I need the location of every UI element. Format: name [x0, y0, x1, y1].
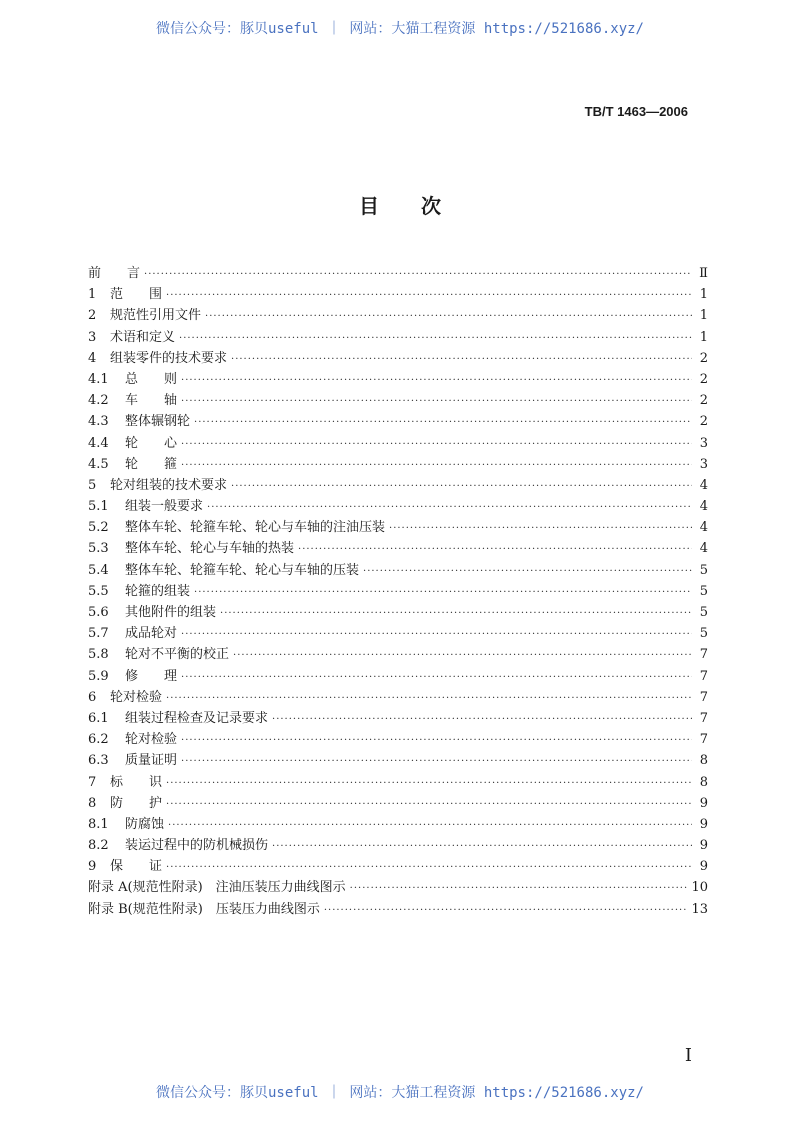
toc-entry-number: 2 — [88, 308, 97, 324]
toc-entry[interactable] — [88, 707, 708, 728]
toc-entry-page: 7 — [699, 647, 708, 663]
toc-entry-title: 附录 A(规范性附录) 注油压装压力曲线图示 — [88, 880, 346, 896]
leader-dots — [168, 820, 692, 831]
toc-entry-title: 轮对不平衡的校正 — [125, 647, 230, 663]
toc-entry[interactable] — [88, 389, 708, 410]
toc-entry-number: 4.4 — [88, 435, 109, 451]
toc-entry-title: 成品轮对 — [125, 626, 178, 642]
toc-entry-number: 1 — [88, 287, 97, 303]
toc-entry-title: 范 围 — [110, 287, 163, 303]
toc-entry-page: 9 — [699, 816, 708, 832]
toc-entry[interactable] — [88, 834, 708, 855]
toc-entry-number: 9 — [88, 859, 97, 875]
toc-entry-number: 6.1 — [88, 710, 109, 726]
toc-entry-page: 2 — [699, 350, 708, 366]
toc-entry[interactable] — [88, 516, 708, 537]
toc-entry-page: 7 — [699, 689, 708, 705]
toc-entry-page: 9 — [699, 859, 708, 875]
table-of-contents — [88, 262, 708, 919]
toc-entry-title: 质量证明 — [125, 753, 178, 769]
toc-entry-page: 4 — [699, 499, 708, 515]
toc-entry-page: 4 — [699, 520, 708, 536]
leader-dots — [181, 672, 692, 683]
leader-dots — [324, 905, 688, 916]
leader-dots — [181, 735, 692, 746]
toc-entry-page: Ⅱ — [699, 266, 708, 281]
toc-entry-title: 轮对组装的技术要求 — [110, 477, 228, 493]
toc-entry-page: 5 — [699, 583, 708, 599]
toc-entry-page: 8 — [699, 753, 708, 769]
toc-entry-page: 1 — [699, 329, 708, 345]
toc-entry[interactable] — [88, 304, 708, 325]
toc-entry-number: 5.8 — [88, 647, 109, 663]
leader-dots — [181, 756, 692, 767]
toc-entry[interactable] — [88, 686, 708, 707]
toc-entry-number: 4.3 — [88, 414, 109, 430]
toc-entry-title: 标 识 — [110, 774, 163, 790]
leader-dots — [272, 841, 692, 852]
toc-entry[interactable] — [88, 665, 708, 686]
toc-entry-page: 3 — [699, 435, 708, 451]
toc-entry-number: 5.5 — [88, 583, 109, 599]
toc-entry-number: 6.2 — [88, 732, 109, 748]
toc-entry-number: 6 — [88, 689, 97, 705]
page-number: I — [684, 1045, 692, 1066]
toc-entry-title: 总 则 — [125, 371, 178, 387]
toc-entry-title: 轮 箍 — [125, 456, 178, 472]
leader-dots — [231, 481, 692, 492]
toc-entry-title: 整体辗钢轮 — [125, 414, 191, 430]
toc-entry[interactable] — [88, 262, 708, 283]
toc-entry[interactable] — [88, 813, 708, 834]
toc-entry-title: 防腐蚀 — [125, 816, 165, 832]
toc-entry[interactable] — [88, 410, 708, 431]
toc-entry[interactable] — [88, 283, 708, 304]
toc-entry-page: 3 — [699, 456, 708, 472]
toc-entry[interactable] — [88, 749, 708, 770]
toc-entry-title: 整体车轮、轮心与车轴的热装 — [125, 541, 295, 557]
leader-dots — [272, 714, 692, 725]
toc-entry[interactable] — [88, 601, 708, 622]
toc-entry-page: 2 — [699, 414, 708, 430]
toc-entry-number: 4.2 — [88, 393, 109, 409]
toc-entry-page: 8 — [699, 774, 708, 790]
toc-entry-number: 7 — [88, 774, 97, 790]
leader-dots — [166, 799, 692, 810]
toc-entry[interactable] — [88, 495, 708, 516]
toc-entry-page: 4 — [699, 477, 708, 493]
toc-entry-page: 2 — [699, 371, 708, 387]
toc-entry-title: 组装过程检查及记录要求 — [125, 710, 269, 726]
toc-entry-title: 轮箍的组装 — [125, 583, 191, 599]
toc-entry[interactable] — [88, 559, 708, 580]
toc-entry-page: 9 — [699, 795, 708, 811]
toc-entry-number: 8 — [88, 795, 97, 811]
toc-entry-title: 轮对检验 — [125, 732, 178, 748]
toc-entry-number: 5.7 — [88, 626, 109, 642]
leader-dots — [181, 375, 692, 386]
toc-entry-title: 术语和定义 — [110, 329, 176, 345]
toc-entry-title: 规范性引用文件 — [110, 308, 202, 324]
toc-entry-number: 4.5 — [88, 456, 109, 472]
toc-entry[interactable] — [88, 474, 708, 495]
toc-entry-page: 10 — [691, 880, 708, 896]
toc-entry-page: 2 — [699, 393, 708, 409]
toc-entry-title: 组装零件的技术要求 — [110, 350, 228, 366]
toc-entry-title: 轮对检验 — [110, 689, 163, 705]
toc-entry[interactable] — [88, 347, 708, 368]
toc-entry-page: 5 — [699, 605, 708, 620]
leader-dots — [144, 269, 692, 280]
toc-entry-number: 6.3 — [88, 753, 109, 769]
toc-entry-title: 车 轴 — [125, 393, 178, 409]
toc-entry-number: 8.1 — [88, 816, 109, 832]
leader-dots — [298, 544, 692, 555]
leader-dots — [166, 693, 692, 704]
leader-dots — [220, 608, 692, 619]
toc-entry-page: 9 — [699, 838, 708, 854]
toc-entry[interactable] — [88, 855, 708, 876]
leader-dots — [350, 883, 688, 894]
page-title: 目次 — [359, 194, 483, 218]
toc-entry[interactable] — [88, 432, 708, 453]
leader-dots — [181, 439, 692, 450]
toc-entry[interactable] — [88, 792, 708, 813]
toc-entry-page: 5 — [699, 562, 708, 578]
toc-entry-page: 7 — [699, 668, 708, 684]
toc-entry-title: 整体车轮、轮箍车轮、轮心与车轴的注油压装 — [125, 520, 386, 536]
toc-entry[interactable] — [88, 326, 708, 347]
toc-entry-title: 整体车轮、轮箍车轮、轮心与车轴的压装 — [125, 562, 360, 578]
toc-entry[interactable] — [88, 771, 708, 792]
toc-entry[interactable] — [88, 622, 708, 643]
leader-dots — [194, 417, 692, 428]
leader-dots — [231, 354, 692, 365]
toc-entry-page: 7 — [699, 732, 708, 748]
toc-entry-title: 前 言 — [88, 266, 141, 281]
toc-entry-number: 5.3 — [88, 541, 109, 557]
toc-entry[interactable] — [88, 580, 708, 601]
toc-entry-number: 4.1 — [88, 371, 109, 387]
watermark-top: 微信公众号：豚贝useful ｜ 网站：大猫工程资源 https://521686.xyz/ — [155, 21, 644, 37]
toc-entry[interactable] — [88, 728, 708, 749]
leader-dots — [363, 566, 692, 577]
leader-dots — [166, 778, 692, 789]
leader-dots — [179, 333, 692, 344]
toc-entry[interactable] — [88, 898, 708, 919]
leader-dots — [389, 523, 692, 534]
toc-entry-title: 附录 B(规范性附录) 压装压力曲线图示 — [88, 901, 320, 917]
leader-dots — [181, 629, 692, 640]
toc-entry-number: 5.4 — [88, 562, 109, 578]
toc-entry-number: 5.6 — [88, 605, 109, 620]
leader-dots — [205, 311, 692, 322]
toc-entry-title: 保 证 — [110, 859, 163, 875]
toc-entry-number: 8.2 — [88, 838, 109, 854]
toc-entry-number: 5.1 — [88, 499, 109, 515]
toc-entry-title: 装运过程中的防机械损伤 — [125, 838, 269, 854]
leader-dots — [181, 396, 692, 407]
toc-entry-number: 3 — [88, 329, 97, 345]
toc-entry-page: 7 — [699, 710, 708, 726]
toc-entry-page: 4 — [699, 541, 708, 557]
toc-entry-number: 4 — [88, 350, 97, 366]
toc-entry-page: 1 — [699, 308, 708, 324]
leader-dots — [207, 502, 692, 513]
toc-entry[interactable] — [88, 537, 708, 558]
toc-entry-number: 5 — [88, 477, 97, 493]
leader-dots — [181, 460, 692, 471]
toc-entry[interactable] — [88, 643, 708, 664]
toc-entry[interactable] — [88, 876, 708, 897]
toc-entry-title: 组装一般要求 — [125, 499, 204, 515]
toc-entry-title: 防 护 — [110, 795, 163, 811]
toc-entry[interactable] — [88, 453, 708, 474]
leader-dots — [166, 290, 692, 301]
standard-number: TB/T 1463—2006 — [584, 104, 688, 119]
watermark-bottom: 微信公众号：豚贝useful ｜ 网站：大猫工程资源 https://521686.xyz/ — [155, 1085, 644, 1101]
toc-entry-title: 其他附件的组装 — [125, 605, 217, 620]
toc-entry[interactable] — [88, 368, 708, 389]
toc-entry-title: 修 理 — [125, 668, 178, 684]
leader-dots — [166, 862, 692, 873]
toc-entry-page: 1 — [699, 287, 708, 303]
toc-entry-page: 5 — [699, 626, 708, 642]
leader-dots — [194, 587, 692, 598]
toc-entry-page: 13 — [691, 901, 708, 917]
toc-entry-title: 轮 心 — [125, 435, 178, 451]
toc-entry-number: 5.9 — [88, 668, 109, 684]
toc-entry-number: 5.2 — [88, 520, 109, 536]
leader-dots — [233, 650, 692, 661]
